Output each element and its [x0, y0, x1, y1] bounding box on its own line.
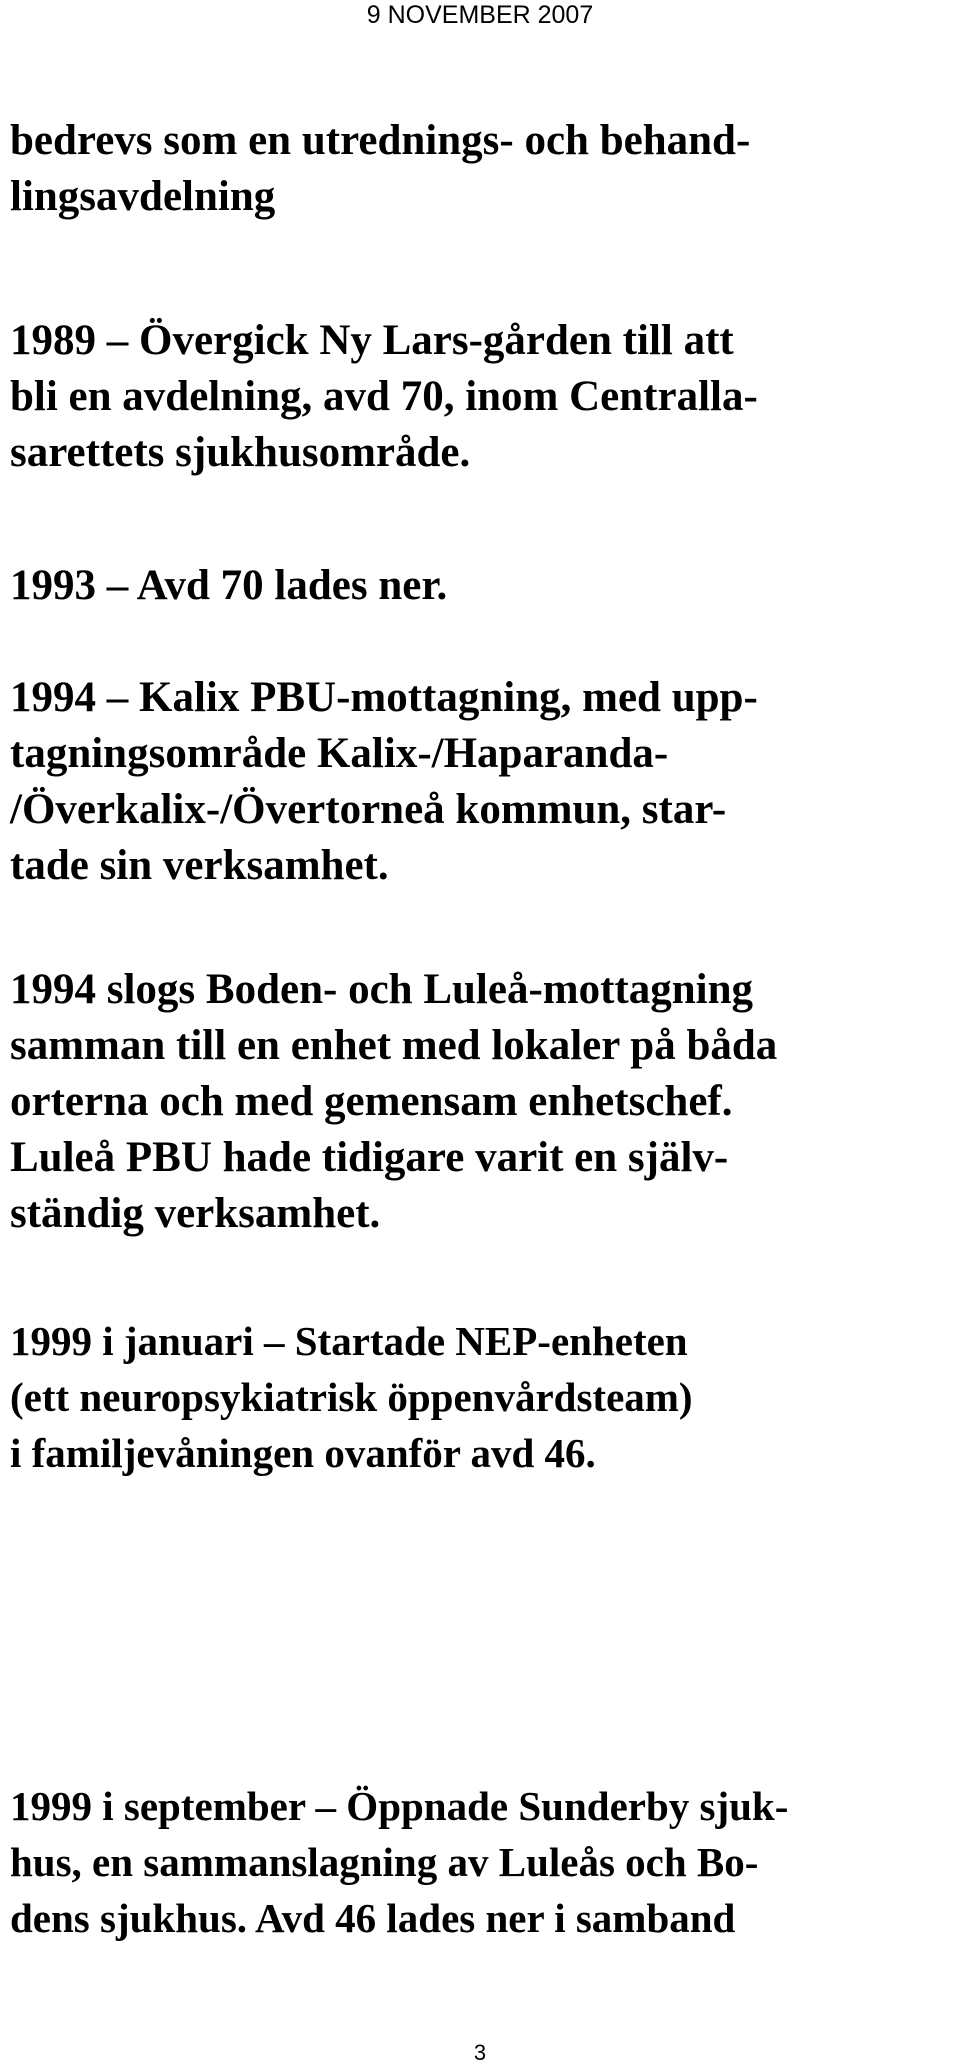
text-line: 1993 – Avd 70 lades ner.: [10, 562, 448, 609]
paragraph-1999-september: [10, 1778, 950, 1946]
text-line: lingsavdelning: [10, 173, 276, 220]
text-line: Luleå PBU hade tidigare varit en själv-: [10, 1134, 729, 1181]
text-line: /Överkalix-/Övertorneå kommun, star-: [10, 786, 727, 833]
paragraph-1999-januari: [10, 1313, 950, 1481]
paragraph-intro: [10, 113, 950, 225]
text-line: i familjevåningen ovanför avd 46.: [10, 1430, 596, 1476]
text-line: bli en avdelning, avd 70, inom Centralla-: [10, 373, 758, 420]
text-line: 1999 i september – Öppnade Sunderby sjuk-: [10, 1783, 789, 1829]
paragraph-1993: [10, 558, 950, 614]
text-line: ständig verksamhet.: [10, 1190, 381, 1237]
paragraph-1994-kalix: [10, 670, 950, 894]
text-line: dens sjukhus. Avd 46 lades ner i samband: [10, 1895, 736, 1941]
text-line: sarettets sjukhusområde.: [10, 429, 471, 476]
text-line: 1994 – Kalix PBU-mottagning, med upp-: [10, 674, 758, 721]
text-line: (ett neuropsykiatrisk öppenvårdsteam): [10, 1374, 693, 1420]
text-line: tade sin verksamhet.: [10, 842, 389, 889]
text-line: orterna och med gemensam enhetschef.: [10, 1078, 733, 1125]
text-line: samman till en enhet med lokaler på båda: [10, 1022, 778, 1069]
text-line: bedrevs som en utrednings- och behand-: [10, 117, 751, 164]
text-line: 1999 i januari – Startade NEP-enheten: [10, 1318, 688, 1364]
text-line: 1994 slogs Boden- och Luleå-mottagning: [10, 966, 754, 1013]
page-header-date: 9 NOVEMBER 2007: [366, 1, 594, 29]
paragraph-1994-boden-lulea: [10, 962, 950, 1242]
text-line: 1989 – Övergick Ny Lars-gården till att: [10, 317, 734, 364]
text-line: hus, en sammanslagning av Luleås och Bo-: [10, 1839, 759, 1885]
page-number: 3: [473, 2040, 487, 2065]
paragraph-1989: [10, 313, 950, 481]
text-line: tagningsområde Kalix-/Haparanda-: [10, 730, 669, 777]
